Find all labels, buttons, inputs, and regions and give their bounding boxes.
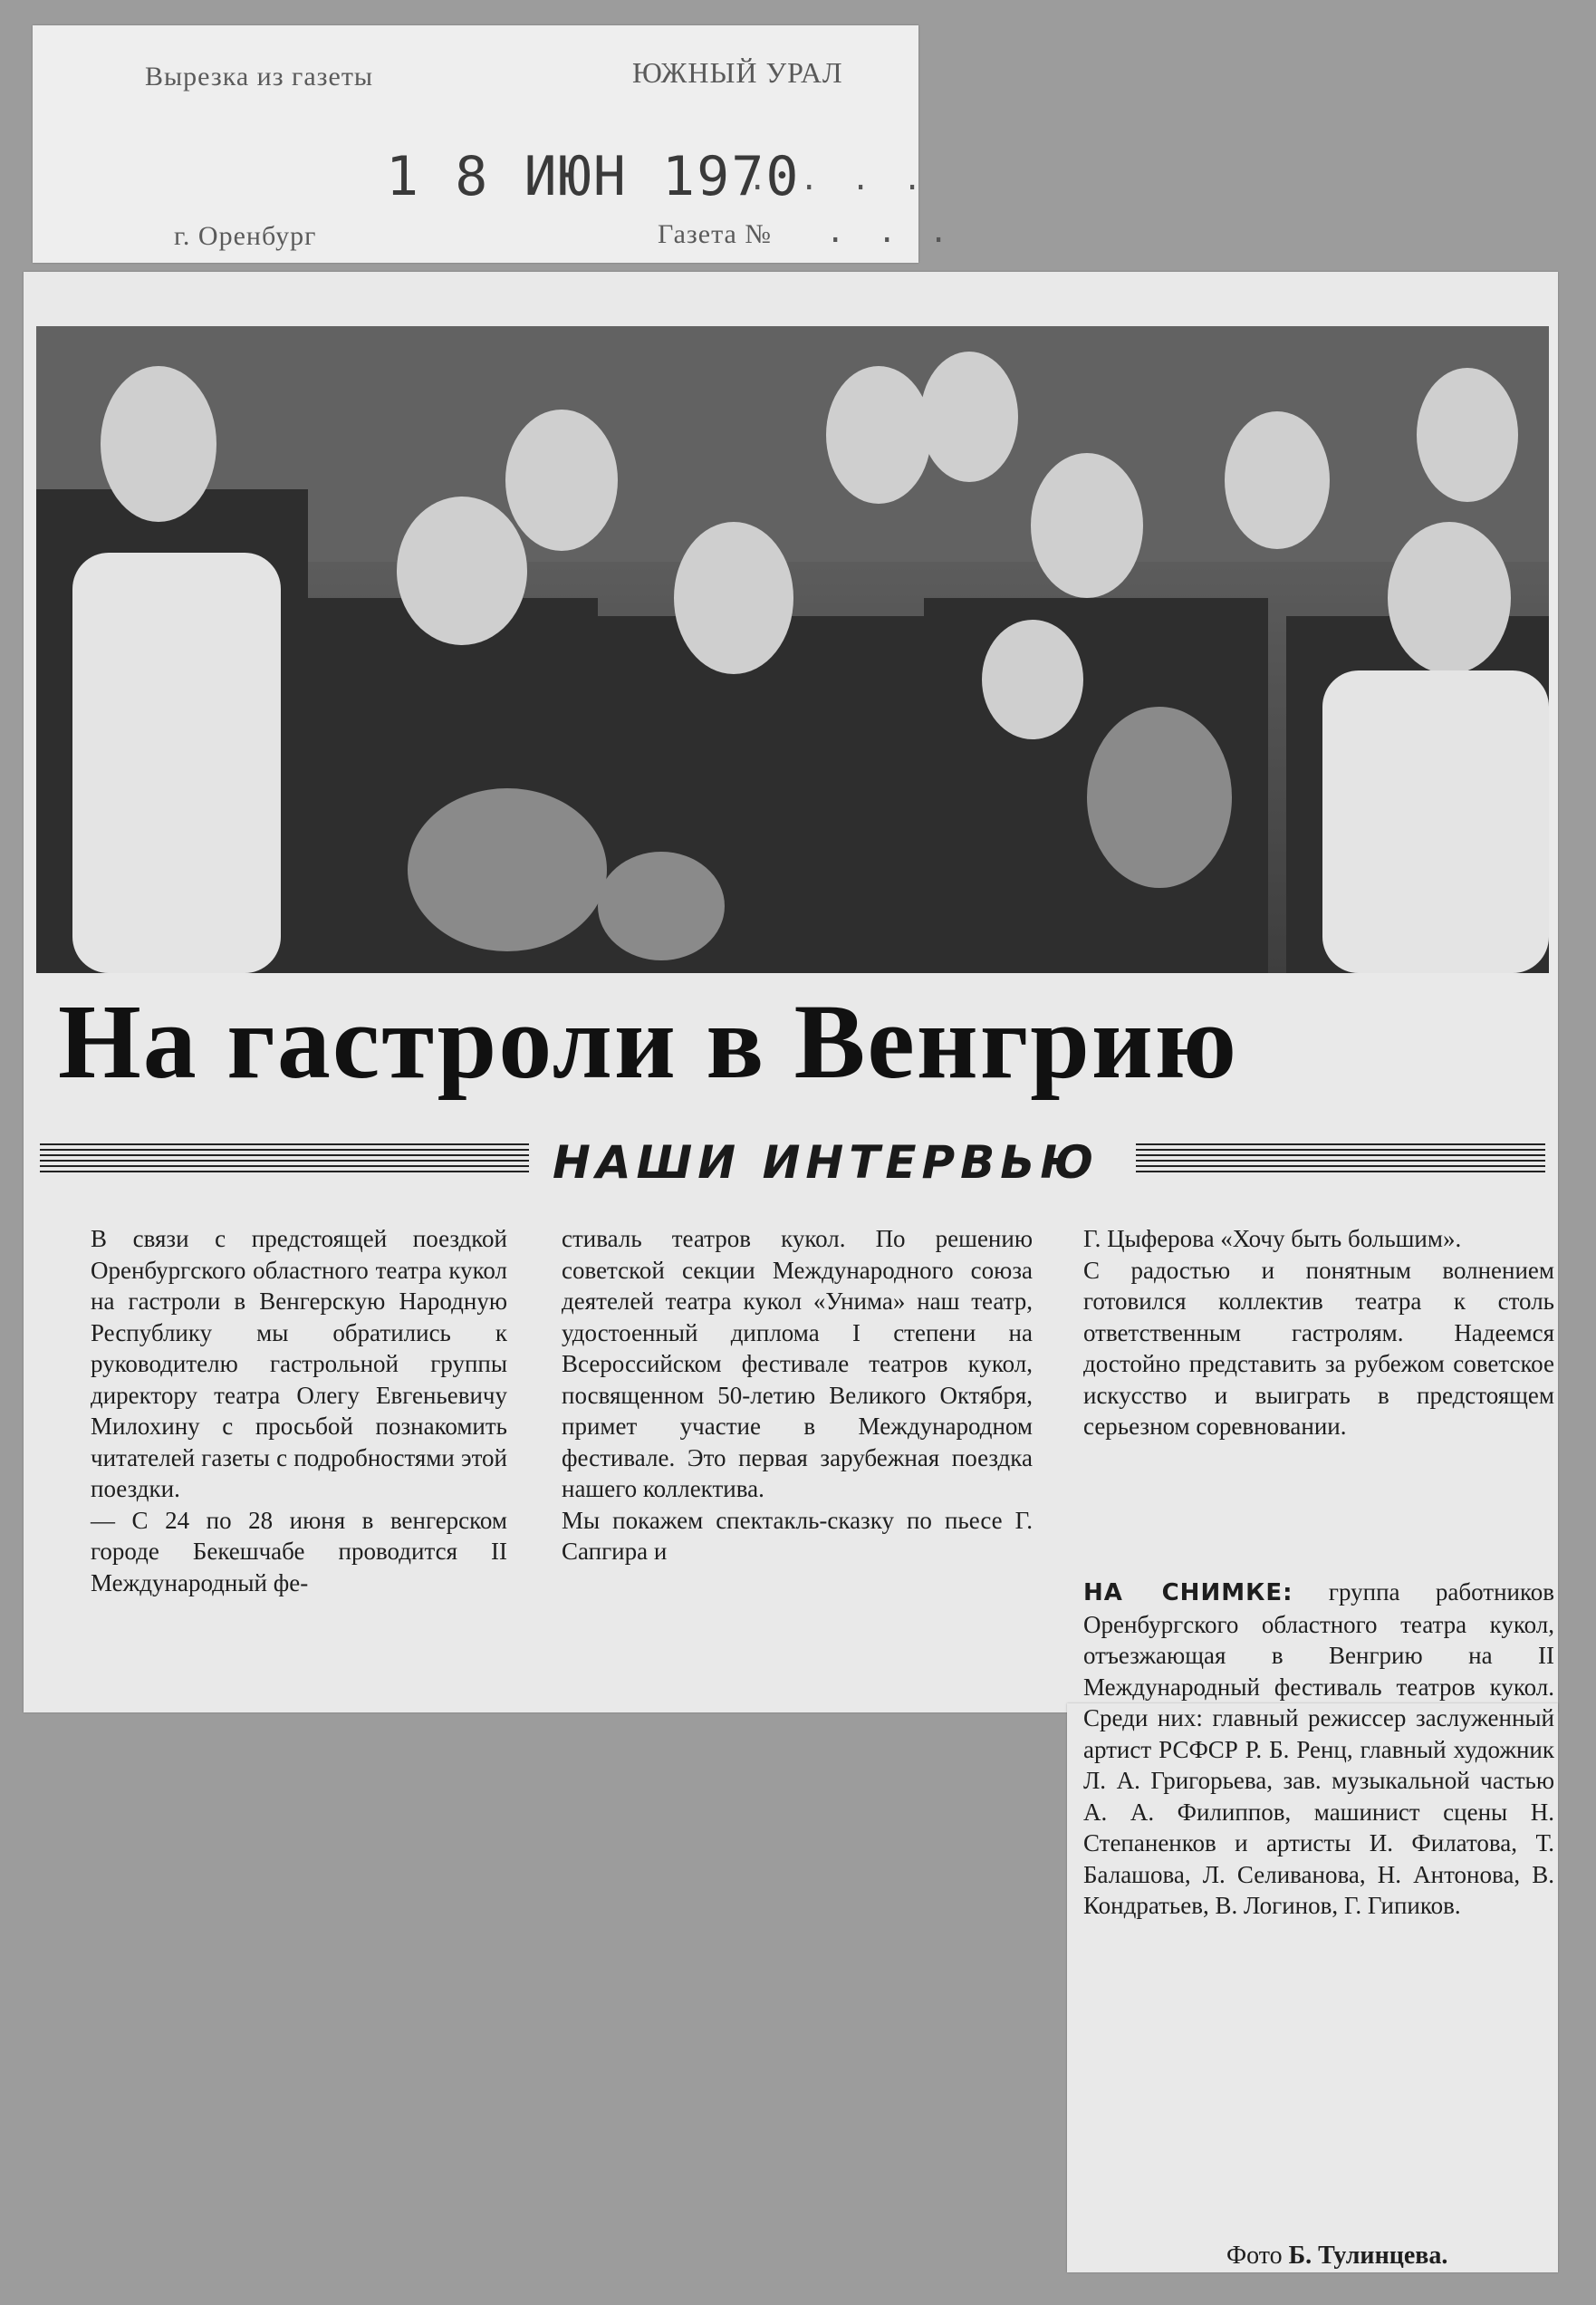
photo-credit (1226, 2242, 1447, 2271)
photo-caption-label: НА СНИМКЕ: (1083, 1579, 1293, 1606)
section-rule-left (40, 1143, 529, 1174)
photo-caption (1083, 1577, 1554, 1922)
group-photo (36, 326, 1549, 973)
article-column-1: В связи с предстоящей поездкой Оренбургского областного театра кукол на гастроли в Венгерскую Народную Республику мы обратились к руководителю гастрольной группы директору театра Олегу Евгеньевичу Милохину с просьбой познакомить читателей газеты с подробностями этой поездки. — С 24 по 28 июня в венгерском городе Бекешчабе проводится II Международный фе- (91, 1225, 507, 1596)
section-rule-right (1136, 1143, 1545, 1174)
article-column-3: Г. Цыферова «Хочу быть большим». С радостью и понятным волнением готовился коллектив театра к столь ответственным гастролям. Надеемся достойно представить за рубежом советское искусство и выиграть в предстоящем серьезном соревновании. (1083, 1225, 1554, 1440)
stamp-newspaper-name: ЮЖНЫЙ УРАЛ (632, 56, 843, 89)
article-column-2: стиваль театров кукол. По решению советской секции Международного союза деятелей театра кукол «Унима» наш театр, удостоенный диплома I степени на Всероссийском фестивале театров кукол, посвященном 50-летию Великого Октября, примет участие в Международном фестивале. Это первая зарубежная поездка нашего коллектива. Мы покажем спектакль-сказку по пьесе Г. Сапгира и (562, 1225, 1033, 1565)
stamp-label: Вырезка из газеты (145, 62, 374, 92)
stamp-number-dots: . . . (826, 214, 956, 250)
group-photo-illustration (36, 326, 1549, 973)
article-headline: На гастроли в Венгрию (58, 982, 1239, 1101)
photo-caption-text: группа работников Оренбургского областного театра кукол, отъезжающая в Венгрию на II Международный фестиваль театров кукол. Среди них: главный режиссер заслуженный артист РСФСР Р. Б. Ренц, главный художник Л. А. Григорьева, зав. музыкальной частью А. А. Филиппов, машинист сцены Н. Степаненков и артисты И. Филатова, Т. Балашова, Л. Селиванова, Н. Антонова, В. Кондратьев, В. Логинов, Г. Гипиков. (1083, 1578, 1554, 1919)
article-rubric: НАШИ ИНТЕРВЬЮ (553, 1136, 1100, 1189)
stamp-date: 1 8 ИЮН 1970 (386, 145, 801, 208)
stamp-date-dots: . . . . (748, 161, 929, 198)
stamp-gazeta-number-label: Газета № (658, 219, 772, 249)
photo-credit-prefix: Фото (1226, 2242, 1283, 2270)
stamp-city: г. Оренбург (174, 221, 317, 251)
photo-credit-name: Б. Тулинцева. (1288, 2242, 1448, 2270)
